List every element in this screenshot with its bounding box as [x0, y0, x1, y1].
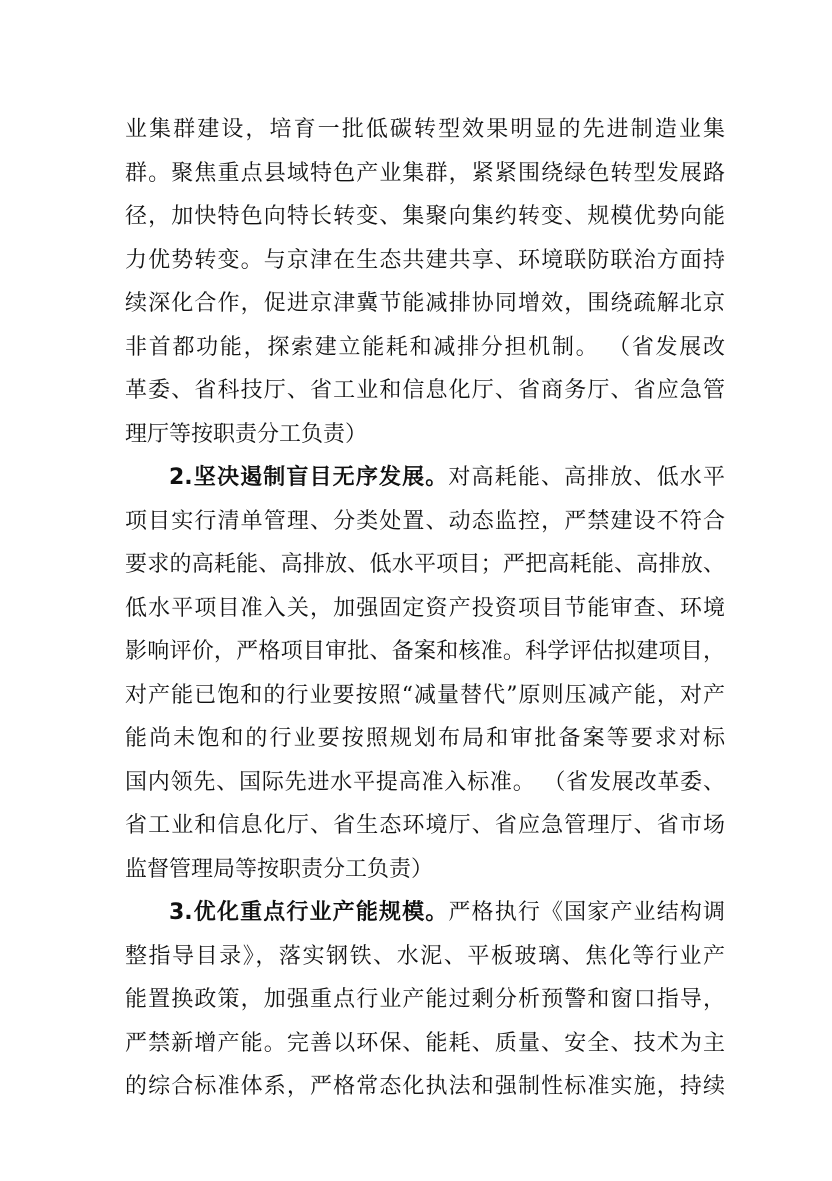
text-line: 革委、省科技厅、省工业和信息化厅、省商务厅、省应急管 — [125, 378, 725, 403]
text-run: 严格执行《国家产业结构调 — [448, 900, 725, 925]
text-line: 项目实行清单管理、分类处置、动态监控，严禁建设不符合 — [125, 508, 725, 534]
text-line: 续深化合作，促进京津冀节能减排协同增效，围绕疏解北京 — [125, 291, 725, 316]
text-line — [125, 456, 725, 500]
text-line: 业集群建设，培育一批低碳转型效果明显的先进制造业集 — [125, 117, 725, 142]
text-line: 对产能已饱和的行业要按照“减量替代”原则压减产能，对产 — [125, 682, 725, 708]
text-line: 非首都功能，探索建立能耗和减排分担机制。 （省发展改 — [125, 334, 725, 360]
text-line: 能置换政策，加强重点行业产能过剩分析预警和窗口指导， — [125, 987, 725, 1012]
text-line: 群。聚焦重点县域特色产业集群，紧紧围绕绿色转型发展路 — [125, 160, 725, 186]
text-line: 严禁新增产能。完善以环保、能耗、质量、安全、技术为主 — [125, 1030, 725, 1056]
text-line: 径，加快特色向特长转变、集聚向集约转变、规模优势向能 — [125, 204, 725, 229]
text-line: 的综合标准体系，严格常态化执法和强制性标准实施，持续 — [125, 1074, 725, 1099]
text-line: 国内领先、国际先进水平提高准入标准。 （省发展改革委、 — [125, 769, 725, 795]
text-line — [125, 891, 725, 935]
document-body — [125, 108, 725, 1109]
paragraph-3 — [125, 891, 725, 1109]
text-line: 整指导目录》，落实钢铁、水泥、平板玻璃、焦化等行业产 — [125, 943, 725, 969]
text-run: 对高耗能、高排放、低水平 — [448, 465, 725, 490]
text-line: 理厅等按职责分工负责） — [125, 421, 368, 447]
paragraph-1 — [125, 108, 725, 456]
paragraph-2 — [125, 456, 725, 891]
section-heading: 2.坚决遏制盲目无序发展。 — [169, 465, 449, 490]
text-line: 影响评价，严格项目审批、备案和核准。科学评估拟建项目， — [125, 639, 725, 664]
section-heading: 3.优化重点行业产能规模。 — [169, 900, 449, 925]
text-line: 低水平项目准入关，加强固定资产投资项目节能审查、环境 — [125, 595, 725, 621]
text-line: 省工业和信息化厅、省生态环境厅、省应急管理厅、省市场 — [125, 813, 725, 838]
text-line: 力优势转变。与京津在生态共建共享、环境联防联治方面持 — [125, 247, 725, 273]
text-line: 要求的高耗能、高排放、低水平项目；严把高耗能、高排放、 — [125, 552, 725, 577]
text-line: 能尚未饱和的行业要按照规划布局和审批备案等要求对标 — [125, 726, 725, 751]
text-line: 监督管理局等按职责分工负责） — [125, 856, 434, 882]
